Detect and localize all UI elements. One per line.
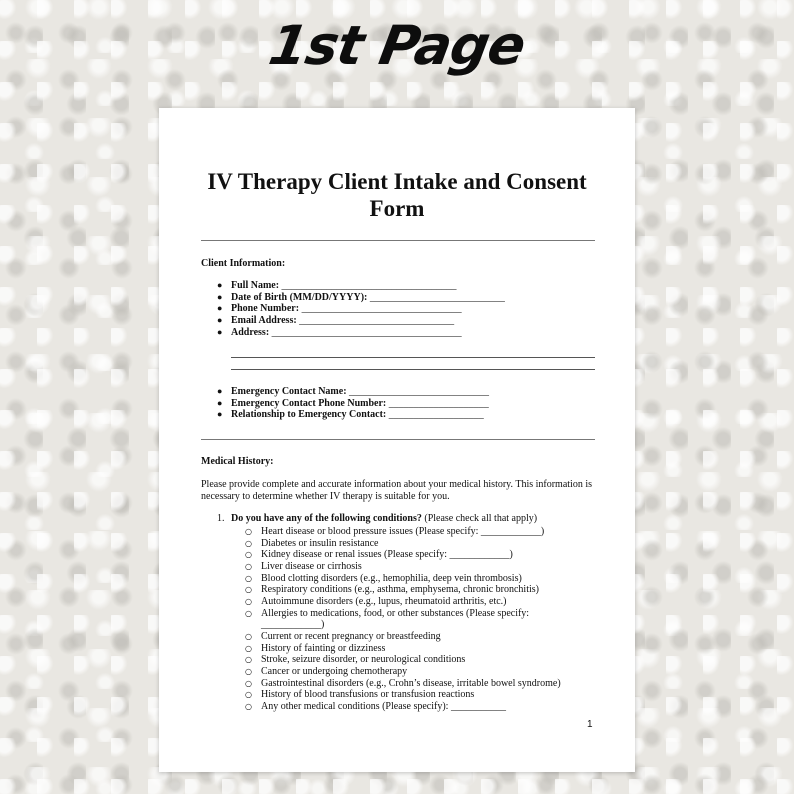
field-label: Email Address:: [231, 315, 297, 327]
medical-history-intro: Please provide complete and accurate information about your medical history. This information is necessary to determine whether IV therapy is suitable for you.: [201, 479, 593, 502]
blank-line: ________________________________: [299, 303, 462, 315]
circle-bullet-icon: ○: [245, 608, 252, 618]
circle-bullet-icon: ○: [245, 596, 252, 606]
condition-text: Any other medical conditions (Please specify): ___________: [261, 700, 506, 712]
condition-item: [245, 596, 561, 608]
field-label: Phone Number:: [231, 303, 300, 315]
condition-item: [245, 549, 561, 561]
condition-item: [245, 538, 561, 550]
page-number: 1: [587, 719, 593, 730]
condition-text: Kidney disease or renal issues (Please specify: ____________): [261, 549, 513, 561]
emergency-contact-list: [217, 386, 489, 421]
condition-item: [245, 573, 561, 585]
conditions-list: [245, 526, 561, 713]
condition-item: [245, 584, 561, 596]
address-line: [231, 369, 595, 370]
condition-item: [245, 701, 561, 713]
field-label: Address:: [231, 326, 270, 338]
field-date-of-birth: [217, 292, 505, 304]
blank-line: _______________________________: [296, 315, 455, 327]
condition-text: History of fainting or dizziness: [261, 642, 386, 654]
circle-bullet-icon: ○: [245, 585, 252, 595]
blank-line: ___________________: [386, 409, 484, 421]
bullet-icon: ●: [217, 326, 223, 337]
condition-item: [245, 526, 561, 538]
circle-bullet-icon: ○: [245, 550, 252, 560]
circle-bullet-icon: ○: [245, 678, 252, 688]
blank-line: ___________________________________: [279, 280, 457, 291]
condition-text: Liver disease or cirrhosis: [261, 560, 362, 572]
circle-bullet-icon: ○: [245, 573, 252, 583]
field-label: Date of Birth (MM/DD/YYYY):: [231, 291, 368, 303]
condition-text: History of blood transfusions or transfusion reactions: [261, 689, 475, 701]
circle-bullet-icon: ○: [245, 701, 252, 711]
bullet-icon: ●: [217, 409, 223, 420]
bullet-icon: ●: [217, 386, 223, 396]
condition-text: Blood clotting disorders (e.g., hemophilia, deep vein thrombosis): [261, 572, 522, 584]
bullet-icon: ●: [217, 397, 223, 408]
field-full-name: [217, 280, 505, 292]
condition-text: ____________): [261, 619, 325, 631]
circle-bullet-icon: ○: [245, 666, 252, 676]
condition-text: Respiratory conditions (e.g., asthma, emphysema, chronic bronchitis): [261, 584, 539, 596]
condition-text: Gastrointestinal disorders (e.g., Crohn’s disease, irritable bowel syndrome): [261, 677, 561, 689]
condition-text: Current or recent pregnancy or breastfeeding: [261, 630, 441, 642]
condition-text: Allergies to medications, food, or other substances (Please specify:: [261, 607, 530, 619]
bullet-icon: ●: [217, 315, 223, 326]
condition-item: [245, 654, 561, 666]
circle-bullet-icon: ○: [245, 643, 252, 653]
bullet-icon: ●: [217, 280, 223, 290]
condition-text: Cancer or undergoing chemotherapy: [261, 665, 408, 677]
client-info-list: [217, 280, 505, 339]
condition-item: [245, 678, 561, 690]
bullet-icon: ●: [217, 291, 223, 302]
condition-text: Heart disease or blood pressure issues (Please specify: ____________): [261, 526, 545, 537]
form-title: IV Therapy Client Intake and Consent Form: [207, 169, 587, 221]
field-label: Emergency Contact Name:: [231, 386, 347, 397]
circle-bullet-icon: ○: [245, 690, 252, 700]
condition-item: [245, 608, 561, 620]
circle-bullet-icon: ○: [245, 631, 252, 641]
blank-line: ____________________________: [346, 386, 490, 397]
circle-bullet-icon: ○: [245, 527, 252, 536]
page-banner: 1st Page: [264, 14, 530, 77]
blank-line: ____________________: [386, 397, 489, 409]
bullet-icon: ●: [217, 303, 223, 314]
condition-item-continued: [245, 619, 561, 631]
condition-text: Diabetes or insulin resistance: [261, 537, 379, 549]
document-page: [159, 108, 635, 772]
question-number: 1.: [217, 513, 225, 524]
field-emergency-phone: [217, 398, 489, 410]
question-text: Do you have any of the following conditions?: [231, 513, 422, 524]
condition-item: [245, 631, 561, 643]
field-email-address: [217, 315, 505, 327]
field-label: Relationship to Emergency Contact:: [231, 409, 387, 421]
address-line: [231, 357, 595, 358]
question-1: [217, 513, 537, 525]
condition-item: [245, 561, 561, 573]
question-note: (Please check all that apply): [421, 513, 538, 524]
circle-bullet-icon: ○: [245, 538, 252, 548]
field-address: [217, 327, 505, 339]
field-phone-number: [217, 303, 505, 315]
divider: [201, 240, 595, 241]
condition-item: [245, 689, 561, 701]
field-emergency-relationship: [217, 409, 489, 421]
circle-bullet-icon: ○: [245, 561, 252, 571]
blank-line: ______________________________________: [269, 326, 462, 338]
condition-text: Stroke, seizure disorder, or neurological conditions: [261, 654, 466, 666]
condition-item: [245, 666, 561, 678]
medical-history-heading: Medical History:: [201, 456, 274, 467]
field-label: Emergency Contact Phone Number:: [231, 397, 387, 409]
circle-bullet-icon: ○: [245, 655, 252, 665]
client-info-heading: Client Information:: [201, 258, 286, 269]
field-emergency-name: [217, 386, 489, 398]
condition-text: Autoimmune disorders (e.g., lupus, rheumatoid arthritis, etc.): [261, 595, 507, 607]
blank-line: ___________________________: [367, 291, 505, 303]
condition-item: [245, 643, 561, 655]
divider: [201, 439, 595, 440]
field-label: Full Name:: [231, 280, 280, 291]
